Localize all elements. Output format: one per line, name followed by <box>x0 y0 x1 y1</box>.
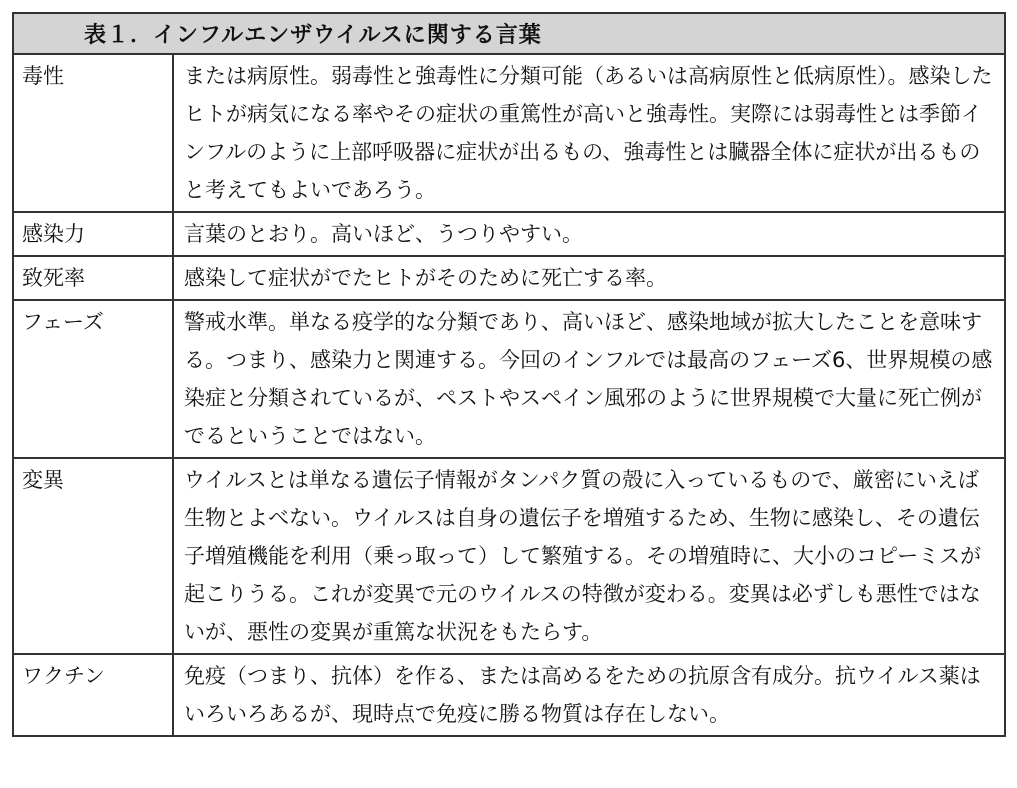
table-row <box>13 212 1005 256</box>
definition-cell: 警戒水準。単なる疫学的な分類であり、高いほど、感染地域が拡大したことを意味する。つまり、感染力と関連する。今回のインフルでは最高のフェーズ6、世界規模の感染症と分類されているが、ペストやスペイン風邪のように世界規模で大量に死亡例がでるということではない。 <box>173 300 1005 458</box>
table-row <box>13 54 1005 212</box>
table-row <box>13 256 1005 300</box>
table-row <box>13 300 1005 458</box>
glossary-table <box>12 12 1006 737</box>
term-cell: 毒性 <box>13 54 173 212</box>
term-cell: 変異 <box>13 458 173 654</box>
definition-cell: ウイルスとは単なる遺伝子情報がタンパク質の殻に入っているもので、厳密にいえば生物とよべない。ウイルスは自身の遺伝子を増殖するため、生物に感染し、その遺伝子増殖機能を利用（乗っ取って）して繁殖する。その増殖時に、大小のコピーミスが起こりうる。これが変異で元のウイルスの特徴が変わる。変異は必ずしも悪性ではないが、悪性の変異が重篤な状況をもたらす。 <box>173 458 1005 654</box>
definition-cell: 感染して症状がでたヒトがそのために死亡する率。 <box>173 256 1005 300</box>
table-title-row <box>13 13 1005 54</box>
term-cell: フェーズ <box>13 300 173 458</box>
definition-cell: 言葉のとおり。高いほど、うつりやすい。 <box>173 212 1005 256</box>
term-cell: 致死率 <box>13 256 173 300</box>
table-row <box>13 654 1005 736</box>
term-cell: 感染力 <box>13 212 173 256</box>
table-row <box>13 458 1005 654</box>
term-cell: ワクチン <box>13 654 173 736</box>
definition-cell: 免疫（つまり、抗体）を作る、または高めるをための抗原含有成分。抗ウイルス薬はいろいろあるが、現時点で免疫に勝る物質は存在しない。 <box>173 654 1005 736</box>
definition-cell: または病原性。弱毒性と強毒性に分類可能（あるいは高病原性と低病原性）。感染したヒトが病気になる率やその症状の重篤性が高いと強毒性。実際には弱毒性とは季節インフルのように上部呼吸器に症状が出るもの、強毒性とは臓器全体に症状が出るものと考えてもよいであろう。 <box>173 54 1005 212</box>
table-title: 表１．インフルエンザウイルスに関する言葉 <box>13 13 1005 54</box>
